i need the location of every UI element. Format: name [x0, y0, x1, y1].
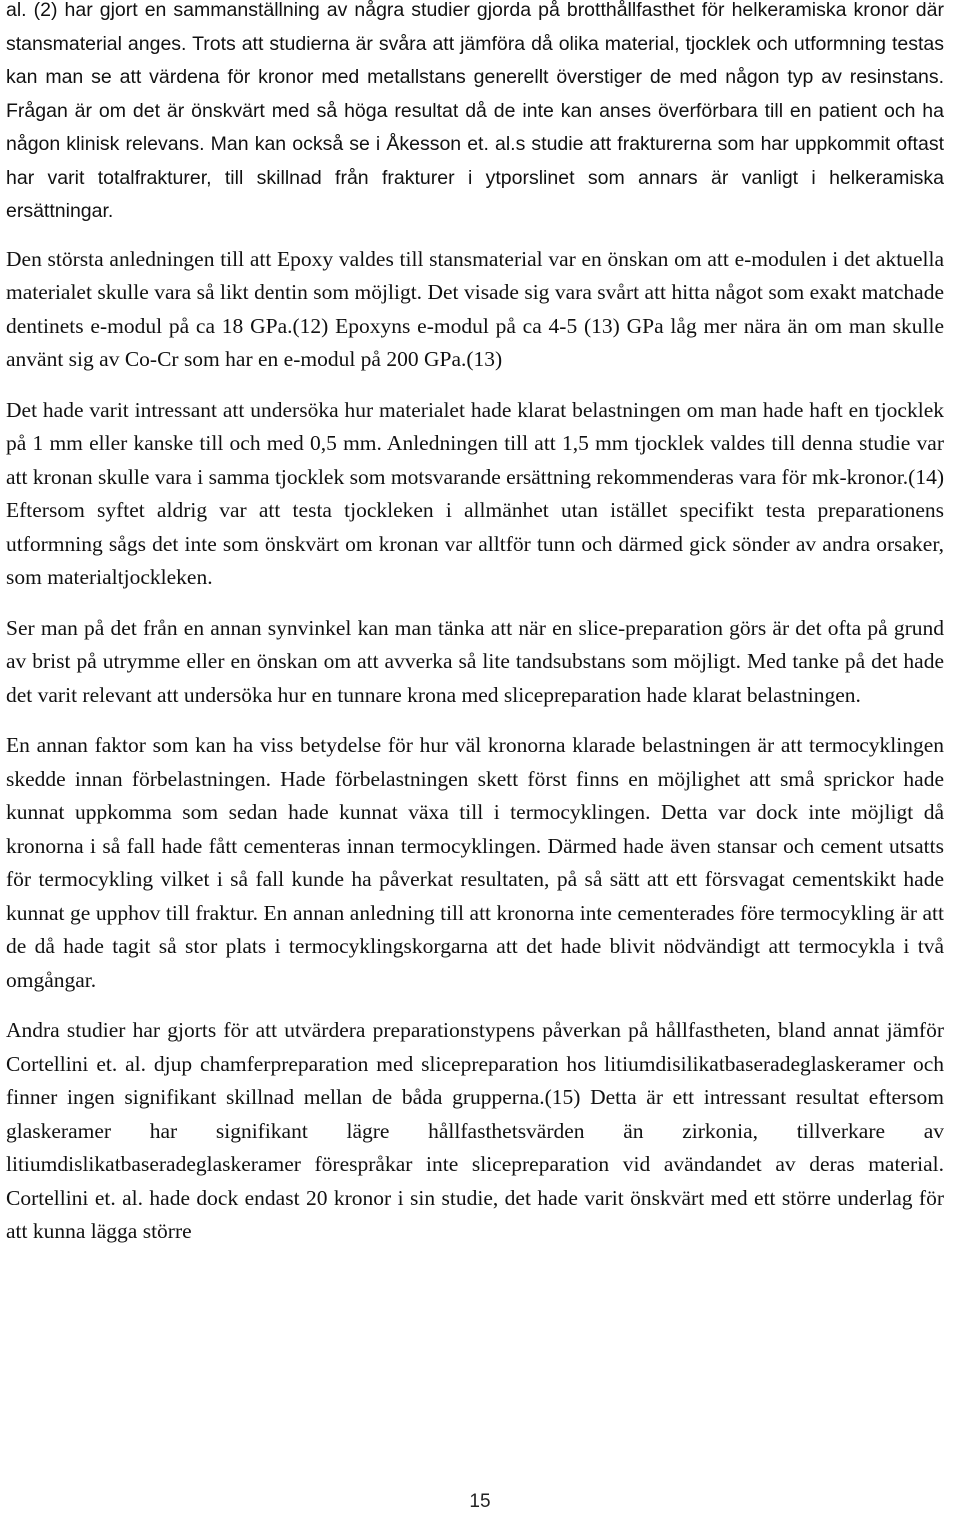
paragraph-epoxy-die-material: Den största anledningen till att Epoxy valdes till stansmaterial var en önskan om att e-modulen i det aktuella materialet skulle vara så likt dentin som möjligt. Det visade sig vara svårt att hitta något som exakt matchade dentinets e-modul på ca 18 GPa.(12) Epoxyns e-modul på ca 4-5 (13) GPa låg mer nära än om man skulle använt sig av Co-Cr som har en e-modul på 200 GPa.(13): [6, 246, 944, 371]
paragraph-crown-thickness: Det hade varit intressant att undersöka hur materialet hade klarat belastningen om man hade haft en tjocklek på 1 mm eller kanske till och med 0,5 mm. Anledningen till att 1,5 mm tjocklek valdes till denna studie var att kronan skulle vara i samma tjocklek som motsvarande ersättning rekommenderas vara för mk-kronor.(14) Eftersom syftet aldrig var att testa tjockleken i allmänhet utan istället specifikt testa preparationens utformning sågs det inte som önskvärt om kronan var alltför tunn och därmed gick sönder av andra orsaker, som materialtjockleken.: [6, 397, 944, 589]
paragraph-thermocycling: En annan faktor som kan ha viss betydelse för hur väl kronorna klarade belastningen är att termocyklingen skedde innan förbelastningen. Hade förbelastningen skett först finns en möjlighet att små sprickor hade kunnat uppkomma som sedan hade kunnat växa till i termocyklingen. Detta var dock inte möjligt då kronorna i så fall hade fått cementeras innan termocyklingen. Därmed hade även stansar och cement utsatts för termocykling vilket i så fall kunde ha påverkat resultaten, på så sätt att ett försvagat cementskikt hade kunnat ge upphov till fraktur. En annan anledning till att kronorna inte cementerades före termocykling är att de då hade tagit så stor plats i termocyklingskorgarna att det hade blivit nödvändigt att termocykla i två omgångar.: [6, 733, 944, 992]
paragraph-fracture-strength-review: al. (2) har gjort en sammanställning av några studier gjorda på brotthållfasthet för helkeramiska kronor där stansmaterial anges. Trots att studierna är svåra att jämföra då olika material, tjocklek och utformning testas kan man se att värdena för kronor med metallstans generellt överstiger de med någon typ av resinstans. Frågan är om det är önskvärt med så höga resultat då de inte kan anses överförbara till en patient och ha någon klinisk relevans. Man kan också se i Åkesson et. al.s studie att frakturerna som har uppkommit oftast har varit totalfrakturer, till skillnad från frakturer i ytporslinet som annars är vanligt i helkeramiska ersättningar.: [6, 0, 944, 222]
paragraph-slice-preparation: Ser man på det från en annan synvinkel kan man tänka att när en slice-preparation görs är det ofta på grund av brist på utrymme eller en önskan om att avverka så lite tandsubstans som möjligt. Med tanke på det hade det varit relevant att undersöka hur en tunnare krona med slicepreparation hade klarat belastningen.: [6, 615, 944, 707]
paragraph-other-studies: Andra studier har gjorts för att utvärdera preparationstypens påverkan på hållfastheten, bland annat jämför Cortellini et. al. djup chamferpreparation med slicepreparation hos litiumdisilikatbaseradeglaskeramer och finner ingen signifikant skillnad mellan de båda grupperna.(15) Detta är ett intressant resultat eftersom glaskeramer har signifikant lägre hållfasthetsvärden än zirkonia, tillverkare av litiumdislikatbaseradeglaskeramer förespråkar inte slicepreparation vid avändandet av deras material. Cortellini et. al. hade dock endast 20 kronor i sin studie, det hade varit önskvärt med ett större underlag för att kunna lägga större: [6, 1018, 944, 1243]
page-number: 15: [469, 1491, 491, 1512]
